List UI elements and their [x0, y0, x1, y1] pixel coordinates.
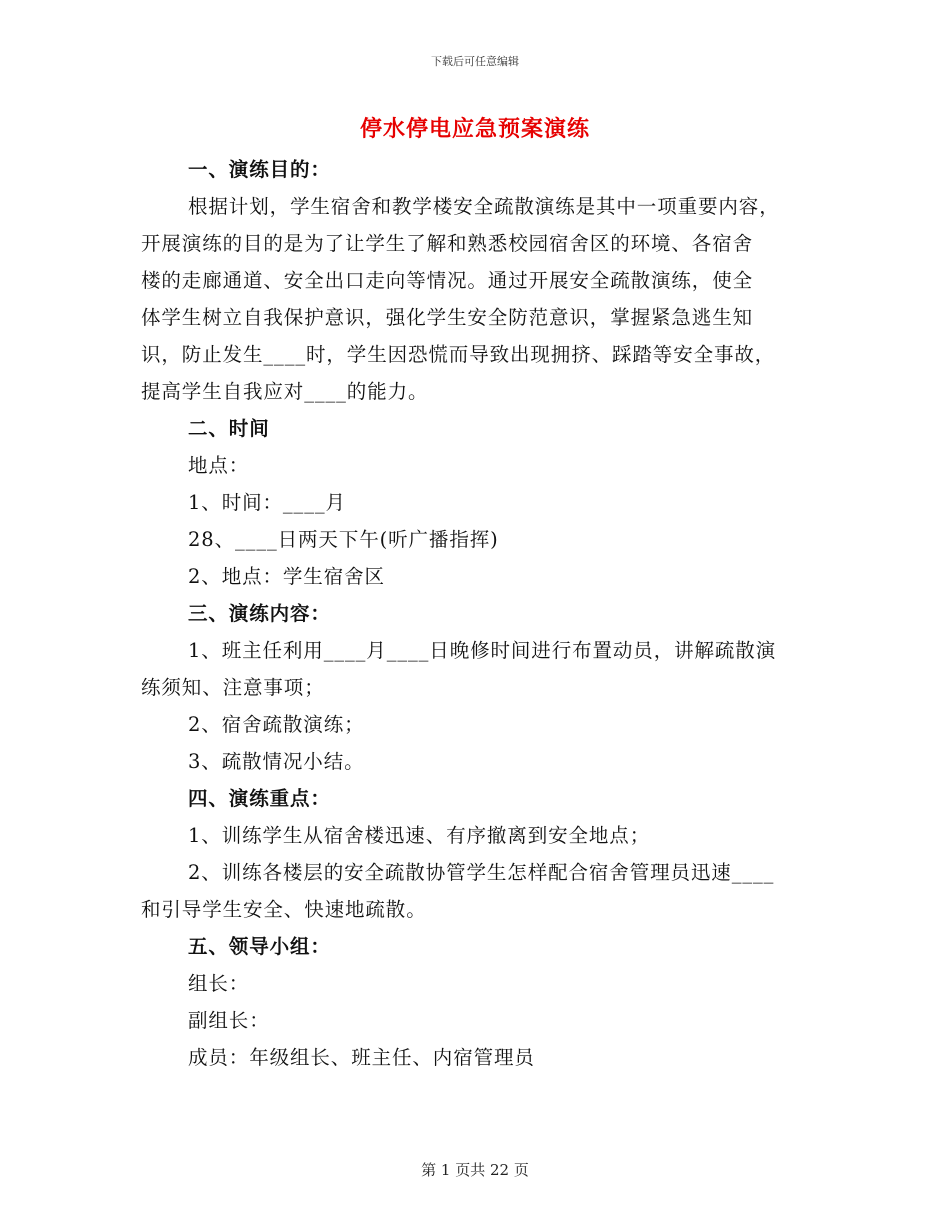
text-line: 组长： — [188, 972, 250, 995]
text-line: 练须知、注意事项； — [141, 676, 325, 699]
text-line: 1、班主任利用____月____日晚修时间进行布置动员，讲解疏散演 — [188, 639, 777, 662]
text-line: 开展演练的目的是为了让学生了解和熟悉校园宿舍区的环境、各宿舍 — [141, 232, 754, 255]
text-line: 根据计划，学生宿舍和教学楼安全疏散演练是其中一项重要内容， — [188, 195, 780, 218]
section-heading: 三、演练内容： — [188, 602, 331, 625]
section-heading: 四、演练重点： — [188, 787, 331, 810]
text-line: 1、时间：____月 — [188, 491, 346, 514]
document-body — [141, 151, 809, 1076]
text-line: 2、训练各楼层的安全疏散协管学生怎样配合宿舍管理员迅速____ — [188, 861, 775, 884]
text-line: 识，防止发生____时，学生因恐慌而导致出现拥挤、踩踏等安全事故， — [141, 343, 776, 366]
text-line: 28、____日两天下午(听广播指挥) — [188, 528, 499, 551]
text-line: 2、地点：学生宿舍区 — [188, 565, 385, 588]
page-footer: 第 1 页共 22 页 — [421, 1161, 529, 1179]
text-line: 体学生树立自我保护意识，强化学生安全防范意识，掌握紧急逃生知 — [141, 306, 754, 329]
document-title: 停水停电应急预案演练 — [359, 116, 590, 142]
section-heading: 二、时间 — [188, 417, 270, 440]
text-line: 副组长： — [188, 1009, 270, 1032]
text-line: 和引导学生安全、快速地疏散。 — [141, 898, 427, 921]
text-line: 1、训练学生从宿舍楼迅速、有序撤离到安全地点； — [188, 824, 651, 847]
section-heading: 五、领导小组： — [188, 935, 331, 958]
text-line: 3、疏散情况小结。 — [188, 750, 365, 773]
text-line: 地点： — [188, 454, 250, 477]
section-heading: 一、演练目的： — [188, 158, 331, 181]
text-line: 楼的走廊通道、安全出口走向等情况。通过开展安全疏散演练，使全 — [141, 269, 754, 292]
text-line: 成员：年级组长、班主任、内宿管理员 — [188, 1046, 535, 1069]
text-line: 2、宿舍疏散演练； — [188, 713, 365, 736]
header-note: 下载后可任意编辑 — [431, 55, 519, 68]
text-line: 提高学生自我应对____的能力。 — [141, 380, 429, 403]
